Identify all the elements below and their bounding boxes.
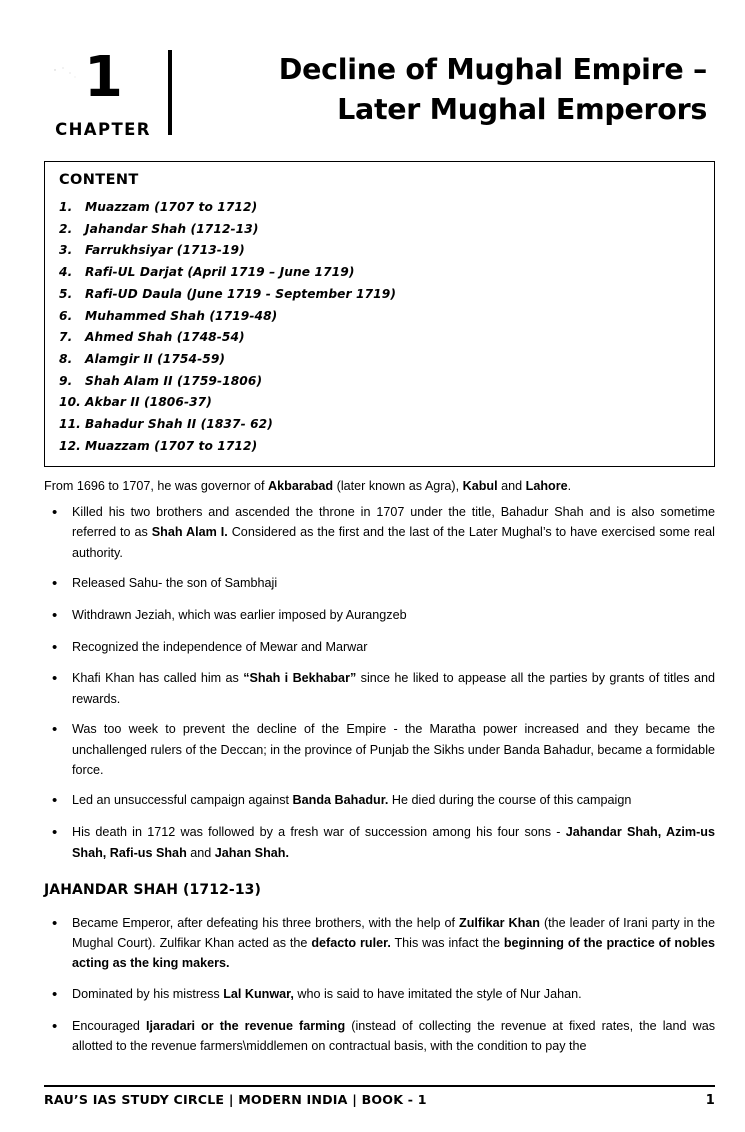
item-label: Jahandar Shah (1712-13) [85, 221, 259, 236]
list-item [59, 306, 700, 328]
bullet-text: Was too week to prevent the decline of the Empire - the Maratha power increased and they became the unchallenged rulers of the Deccan; in the province of Punjab the Sikhs under Banda Bahadur, became a formidable force. [72, 722, 715, 777]
list-item [59, 414, 700, 436]
item-number: 6. [59, 308, 73, 323]
item-label: Shah Alam II (1759-1806) [85, 373, 263, 388]
bullet-item [44, 502, 715, 563]
item-label: Farrukhsiyar (1713-19) [85, 243, 245, 258]
item-number: 9. [59, 373, 73, 388]
body-content [44, 476, 715, 1057]
list-item [59, 240, 700, 262]
page-number: 1 [705, 1093, 715, 1108]
content-list [59, 197, 700, 458]
chapter-label: CHAPTER [55, 120, 151, 139]
item-number: 11. [59, 417, 81, 432]
document-page [0, 45, 745, 1132]
page-title [186, 48, 707, 139]
bullet-item [44, 637, 715, 659]
list-item [59, 262, 700, 284]
bullet-item [44, 1016, 715, 1057]
page-footer [44, 1085, 715, 1108]
bullet-list-muazzam [44, 502, 715, 863]
item-number: 3. [59, 243, 73, 258]
chapter-header [44, 45, 707, 139]
intro-paragraph: From 1696 to 1707, he was governor of Akbarabad (later known as Agra), Kabul and Lahore. [44, 478, 572, 493]
item-label: Ahmed Shah (1748-54) [85, 330, 245, 345]
bullet-text: Led an unsuccessful campaign against Banda Bahadur. He died during the course of this campaign [72, 793, 632, 808]
section-heading-jahandar-shah: JAHANDAR SHAH (1712-13) [44, 881, 262, 898]
content-box [44, 161, 715, 467]
bullet-item [44, 668, 715, 709]
item-number: 5. [59, 286, 73, 301]
item-label: Alamgir II (1754-59) [85, 352, 226, 367]
list-item [59, 197, 700, 219]
item-label: Bahadur Shah II (1837- 62) [85, 417, 273, 432]
content-heading: CONTENT [59, 172, 139, 188]
bullet-icon [44, 502, 72, 563]
item-label: Rafi-UL Darjat (April 1719 – June 1719) [85, 265, 355, 280]
item-label: Muazzam (1707 to 1712) [85, 438, 258, 453]
list-item [59, 327, 700, 349]
footer-divider [44, 1085, 715, 1087]
bullet-icon [44, 605, 72, 627]
bullet-icon [44, 1016, 72, 1057]
bullet-item [44, 984, 715, 1006]
bullet-icon [44, 822, 72, 863]
item-number: 8. [59, 352, 73, 367]
bullet-item [44, 822, 715, 863]
bullet-icon [44, 913, 72, 974]
bullet-text: Became Emperor, after defeating his three brothers, with the help of Zulfikar Khan (the leader of Irani party in the Mughal Court). Zulfikar Khan acted as the defacto ruler. This was infact the beginning of the practice of nobles acting as the king makers. [72, 915, 715, 971]
item-number: 12. [59, 438, 81, 453]
bullet-text: Withdrawn Jeziah, which was earlier imposed by Aurangzeb [72, 607, 407, 622]
bullet-item [44, 573, 715, 595]
list-item [59, 284, 700, 306]
bullet-text: Khafi Khan has called him as “Shah i Bekhabar” since he liked to appease all the parties by grants of titles and rewards. [72, 671, 715, 706]
list-item [59, 219, 700, 241]
item-label: Muazzam (1707 to 1712) [85, 200, 258, 214]
page-title-line-1: Decline of Mughal Empire – [278, 53, 707, 86]
item-label: Akbar II (1806-37) [85, 395, 212, 410]
bullet-text: Encouraged Ijaradari or the revenue farming (instead of collecting the revenue at fixed rates, the land was allotted to the revenue farmers\middlemen on contractual basis, with the condition to pay the [72, 1018, 715, 1053]
list-item [59, 436, 700, 458]
item-number: 10. [59, 395, 81, 410]
chapter-marker [44, 45, 162, 139]
chapter-number: 1 [84, 45, 122, 110]
bullet-icon [44, 719, 72, 780]
list-item [59, 371, 700, 393]
bullet-text: Killed his two brothers and ascended the throne in 1707 under the title, Bahadur Shah and is also sometime referred to as Shah Alam I. Considered as the first and the last of the Later Mughal’s to have exercised some real authority. [72, 505, 715, 560]
page-title-line-2: Later Mughal Emperors [337, 93, 707, 127]
bullet-item [44, 790, 715, 812]
scan-speckle-decoration [52, 66, 78, 80]
footer-text: RAU’S IAS STUDY CIRCLE | MODERN INDIA | BOOK - 1 [44, 1092, 427, 1107]
item-number: 1. [59, 200, 73, 214]
bullet-icon [44, 637, 72, 659]
item-number: 2. [59, 221, 73, 236]
bullet-text: Released Sahu- the son of Sambhaji [72, 576, 278, 591]
list-item [59, 392, 700, 414]
item-label: Muhammed Shah (1719-48) [85, 308, 278, 323]
bullet-icon [44, 790, 72, 812]
bullet-item [44, 719, 715, 780]
bullet-item [44, 605, 715, 627]
bullet-icon [44, 984, 72, 1006]
item-label: Rafi-UD Daula (June 1719 - September 1719) [85, 286, 396, 301]
bullet-text: His death in 1712 was followed by a fresh war of succession among his four sons - Jahandar Shah, Azim-us Shah, Rafi-us Shah and Jahan Shah. [72, 825, 715, 860]
bullet-icon [44, 668, 72, 709]
bullet-list-jahandar-shah [44, 913, 715, 1057]
header-divider [168, 50, 172, 135]
bullet-text: Recognized the independence of Mewar and Marwar [72, 639, 368, 654]
list-item [59, 349, 700, 371]
bullet-icon [44, 573, 72, 595]
bullet-text: Dominated by his mistress Lal Kunwar, who is said to have imitated the style of Nur Jahan. [72, 986, 582, 1001]
bullet-item [44, 913, 715, 974]
item-number: 4. [59, 265, 73, 280]
item-number: 7. [59, 330, 73, 345]
